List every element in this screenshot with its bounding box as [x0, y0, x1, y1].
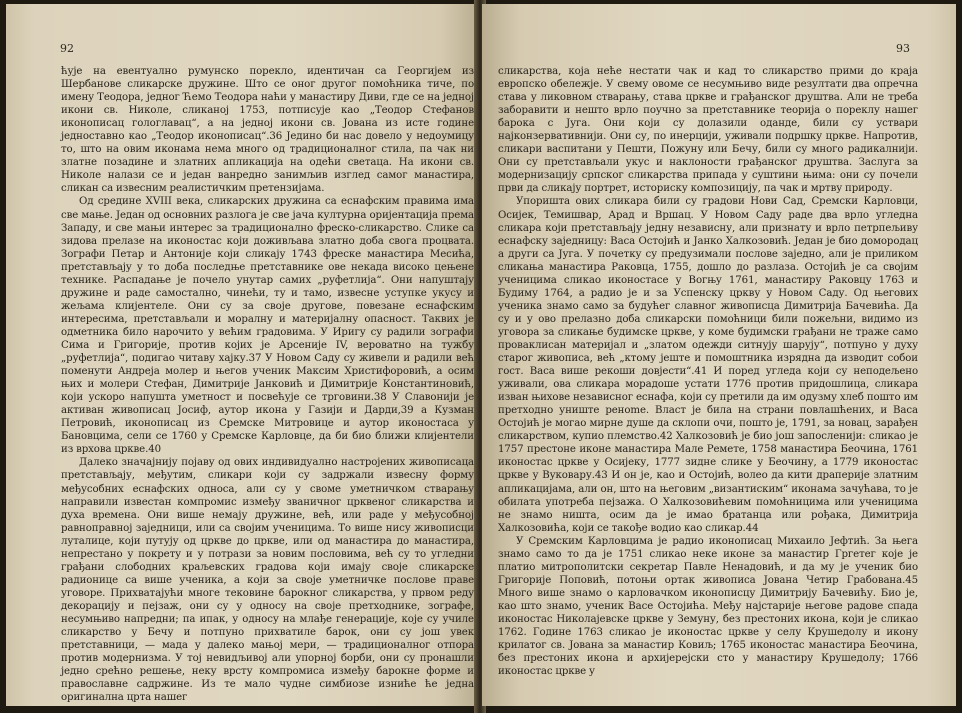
left-page	[6, 4, 478, 706]
page-number-left: 92	[60, 42, 74, 55]
left-page-text	[61, 65, 474, 704]
paragraph: У Сремским Карловцима је радио иконописац Михаило Јефтић. За њега знамо само то да је 1751 сликао неке иконе за манастир Гргетег које је платио митрополитски секретар Павле Ненадовић, и да му је ученик био Григорије Поповић, потоњи ортак живописа Јована Четир Грабована.45 Много више знамо о карловачком иконописцу Димитрију Бачевићу. Био је, као што знамо, ученик Васе Остојића. Међу најстарије његове радове спада иконостас Николајевске цркве у Земуну, без престоних икона, који је сликао 1762. Године 1763 сликао је иконостас цркве у селу Крушедолу и икону крилатог св. Јована за манастир Ковиљ; 1765 иконостас манастира Беочина, без престоних икона и архијерејски сто у манастиру Крушедолу; 1766 иконостас цркве у	[498, 535, 918, 678]
right-page-text	[498, 65, 918, 678]
paragraph: сликарства, која неће нестати чак и кад то сликарство прими до краја европско обележје. У свему овоме се несумњиво виде резултати два опречна става у ликовном стварању, става цркве и грађанског друштва. Али не треба заборавити и нешто врло поучно за претставнике теорија о пореклу нашег барока с Југа. Они који су долазили оданде, били су уствари најконзервативнији. Они су, по инерцији, уживали подршку цркве. Напротив, сликари васпитани у Пешти, Пожуну или Бечу, били су много радикалнији. Они су претстављали укус и наклоности грађанског друштва. Заслуга за модернизацију српског сликарства припада у суштини њима: они су почели први да сликају портрет, историску композицију, па чак и мртву природу.	[498, 66, 918, 195]
right-page	[482, 4, 956, 706]
paragraph: Далеко значајнију појаву од ових индивидуално настројених живописаца претстављају, међутим, сликари који су задржали извесну форму међусобних еснафских односа, али су у свомe уметничком стварању направили известан компромис између званичног црквеног сликарства и духа времена. Они више немају дружине, већ, или раде у међусобној равноправној заједници, или са својим ученицима. То више нису живописци луталице, који путују од цркве до цркве, или од манастира до манастира, непрестано у покрету и у потрази за новим пословима, већ су то угледни грађани слободних краљевских градова који имају своје сликарске радионице са више ученика, а који за своје уметничке послове праве уговоре. Прихватајући многе тековине барокног сликарства, у првом реду декорацију и пејзаж, они су у односу на своје претходнике, зографе, несумњиво напредни; па ипак, у односу на млађе генерације, које су училе сликарство у Бечу и потпуно прихватиле барок, они су још увек претставници, — мада у далеко мањој мери, — традиционалног отпора против модернизма. У тој невидљивој али упорној борби, они су пронашли једно срећно решење, неку врсту компромиса између барокне форме и православне садржине. Из те мало чудне симбиозе изниће ће једна оригинална црта нашег	[61, 457, 474, 704]
paragraph: Од средине XVIII века, сликарских дружина са еснафским правима има све мање. Један од основних разлога је све јача културна оријентација према Западу, и све мањи интерес за традиционално фреско-сликарство. Слике са зидова прелазе на иконостас који доживљава златно доба свога процвата. Зографи Петар и Антоније који сликају 1743 фреске манастира Месића, претстављају у то доба последње претставнике ове некада високо цењене технике. Распадање је почело унутар самих „руфетлија“. Они напуштају дружине и раде самостално, чинећи, ту и тамо, извесне уступке укусу и жељама клијентеле. Они су за своје другове, повезане еснафским интересима, претстављали и моралну и материјалну опасност. Таквих је одметника било нарочито у већим градовима. У Иригу су радили зографи Сима и Григорије, против којих је Арсеније IV, вероватно на тужбу „руфетлија“, подигао читаву хајку.37 У Новом Саду су живели и радили већ поменути Андреја молер и његов ученик Максим Христифоровић, а осим њих и молери Стефан, Димитрије Јанковић и Димитрије Константиновић, који ускоро напушта уметност и посвећује се трговини.38 У Славонији је активан живописац Јосиф, аутор икона у Газији и Дарди,39 а Кузман Петровић, иконописац из Сремске Митровице и аутор иконостаса у Бановцима, сели се 1760 у Сремске Карловце, да би био ближи клијентели из врхова црквe.40	[61, 196, 474, 456]
paragraph: Упоришта ових сликара били су градови Нови Сад, Сремски Карловци, Осијек, Темишвар, Арад и Вршац. У Новом Саду раде два врло угледна сликара који претстављају једну независну, али признату и врло петрпељиву еснафску заједницу: Васа Остојић и Јанко Халкозовић. Један је био домородац а други са Југа. У почетку су предузимали послове заједно, али је приликом сликања манастира Раковца, 1755, дошло до разлаза. Остојић је са својим ученицима сликао иконостасе у Вогњу 1761, манастиру Раковцу 1763 и Будиму 1764, а радио је и за Успенску цркву у Новом Саду. Од његових ученика знамо само за будућег славног живописца Димитрија Бачевића. Да су и у ово прелазно доба сликарски помоћници били пожељни, видимо из уговора за сликање будимске цркве, у коме будимски грађани не траже само проваклисан материјал и „златом одежди ситнују шарују“, потпуно у духу старог живописа, већ „ктому јеште и помоштника изрядна да изводит собои гост. Васа више рекоши довјести“.41 И поред угледа који су неподељено уживали, ова сликара морадоше устати 1776 против придошлица, сликара изван њихове независног еснафа, који су претили да им одузму хлеб пошто им претходно униште ренome. Власт је била на страни повлашћених, и Васа Остојић је могао мирне душе да склопи очи, пошто је, 1791, за новац, зарађен сликарством, купио племство.42 Халкозовић је био још запосленији: сликао је 1757 престоне иконе манастира Мале Ремете, 1758 манастира Беочина, 1761 иконостас цркве у Осијеку, 1777 зидне слике у Беочину, а 1779 иконостас цркве у Вуковару.43 И он је, као и Остојић, волео да кити драперије златним апликацијама, али он, што на његовим „византиским“ иконама зачућава, то је обилата употреба пејзажа. О Халкозовићевим помоћницима или ученицима не знамо ништа, осим да је имао братанца или рођака, Димитрија Халкозовића, који се такође водио као сликар.44	[498, 196, 918, 534]
paragraph: ћује на евентуално румунско порекло, идентичан са Георгијем из Шербанове сликарске дружине. Што се оног другог помоћника тиче, по имену Теодора, једног Ћемо Теодора наћи у манастиру Диви, где се на једној икони св. Николе, сликаној 1753, потписује као „Теодор Стефанов иконописац гологлавац“, а на једној икони св. Јована из исте године једноставно као „Теодор иконописац“.36 Једино би нас довело у недоумицу то, што на овим иконама нема много од традиционалног стила, па чак ни златне позадине и златних апликација на одећи светаца. На икони св. Николе налази се и један ванредно занимљив изглед самог манастира, сликан са извесним реалистичким претензијама.	[61, 66, 474, 195]
page-number-right: 93	[896, 42, 910, 55]
